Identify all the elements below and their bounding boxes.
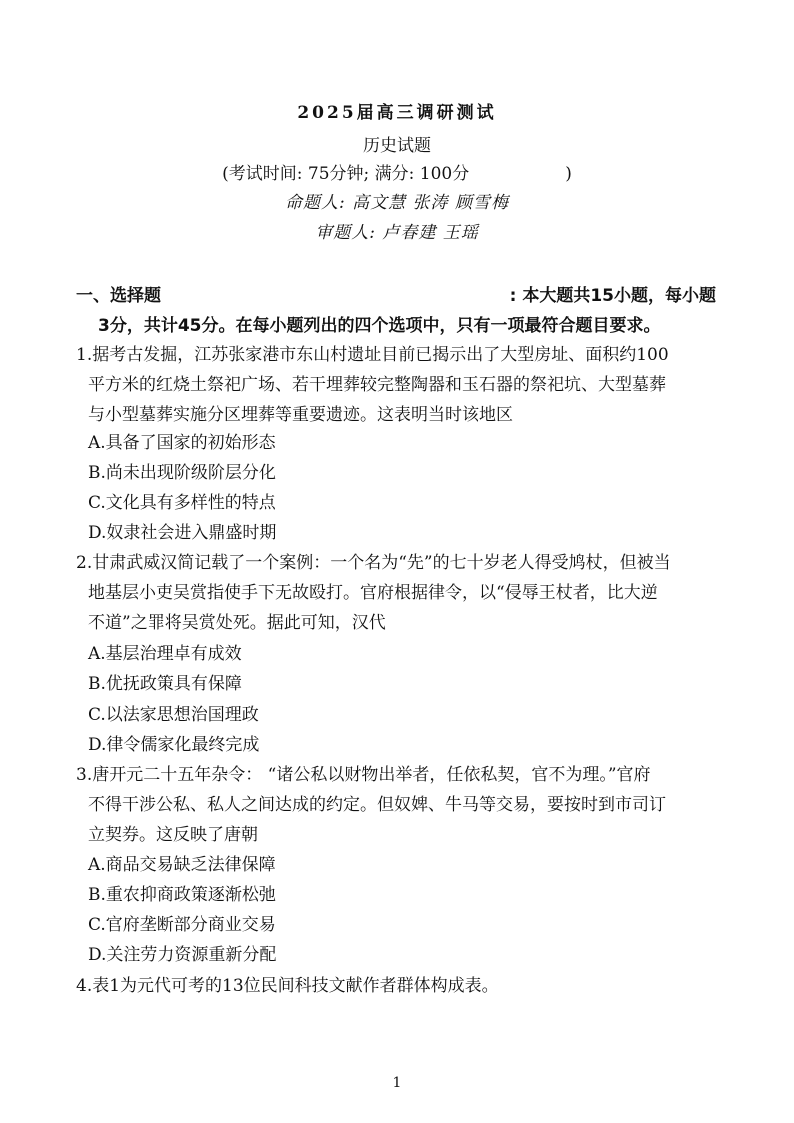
question-3-line-3: 立契券。这反映了唐朝 [88,825,258,845]
section-title: 一、选择题 [76,286,161,306]
question-3-option-c[interactable]: C.官府垄断部分商业交易 [88,915,276,935]
question-3-option-d[interactable]: D.关注劳力资源重新分配 [88,945,277,965]
exam-title: 2025届高三调研测试 [297,103,497,123]
question-4-stem [76,971,721,1001]
exam-info-text: (考试时间: 75分钟; 满分: 100分 [222,164,470,184]
question-2-line-3: 不道”之罪将吴赏处死。据此可知，汉代 [88,613,386,633]
question-1-line-1: 1.据考古发掘，江苏张家港市东山村遗址目前已揭示出了大型房址、面积约100 [76,345,669,365]
reviewers-line: 审题人: 卢春建 王瑶 [315,223,479,243]
question-1-option-d[interactable]: D.奴隶社会进入鼎盛时期 [88,523,277,543]
exam-info [0,159,794,184]
question-2-option-b[interactable]: B.优抚政策具有保障 [88,674,242,694]
section-heading [76,281,716,306]
exam-info-close: ) [565,164,572,184]
question-2-stem [76,548,721,638]
subject-title: 历史试题 [363,136,431,156]
question-1-option-a[interactable]: A.具备了国家的初始形态 [88,433,276,453]
question-1-line-3: 与小型墓葬实施分区埋葬等重要遗迹。这表明当时该地区 [88,405,513,425]
section-intro-right: : 本大题共15小题，每小题 [509,286,716,306]
question-3-stem [76,760,721,850]
question-3-option-a[interactable]: A.商品交易缺乏法律保障 [88,855,276,875]
question-1-option-b[interactable]: B.尚未出现阶级阶层分化 [88,463,276,483]
authors-line: 命题人: 高文慧 张涛 顾雪梅 [285,193,509,213]
question-2-option-a[interactable]: A.基层治理卓有成效 [88,644,242,664]
question-2-option-d[interactable]: D.律令儒家化最终完成 [88,735,260,755]
question-3-line-2: 不得干涉公私、私人之间达成的约定。但奴婢、牛马等交易，要按时到市司订 [88,795,666,815]
question-4-line-1: 4.表1为元代可考的13位民间科技文献作者群体构成表。 [76,976,499,996]
question-1-stem [76,340,721,430]
page-number: 1 [392,1075,402,1091]
question-2-line-1: 2.甘肃武威汉简记载了一个案例：一个名为“先”的七十岁老人得受鸠杖，但被当 [76,553,671,573]
question-3-option-b[interactable]: B.重农抑商政策逐渐松弛 [88,885,276,905]
question-2-line-2: 地基层小吏吴赏指使手下无故殴打。官府根据律令，以“侵辱王杖者，比大逆 [88,583,658,603]
question-2-option-c[interactable]: C.以法家思想治国理政 [88,705,259,725]
question-3-line-1: 3.唐开元二十五年杂令： “诸公私以财物出举者，任依私契，官不为理。”官府 [76,765,651,785]
question-1-line-2: 平方米的红烧土祭祀广场、若干埋葬较完整陶器和玉石器的祭祀坑、大型墓葬 [88,375,666,395]
section-intro-line2: 3分，共计45分。在每小题列出的四个选项中，只有一项最符合题目要求。 [98,316,661,336]
question-1-option-c[interactable]: C.文化具有多样性的特点 [88,493,276,513]
